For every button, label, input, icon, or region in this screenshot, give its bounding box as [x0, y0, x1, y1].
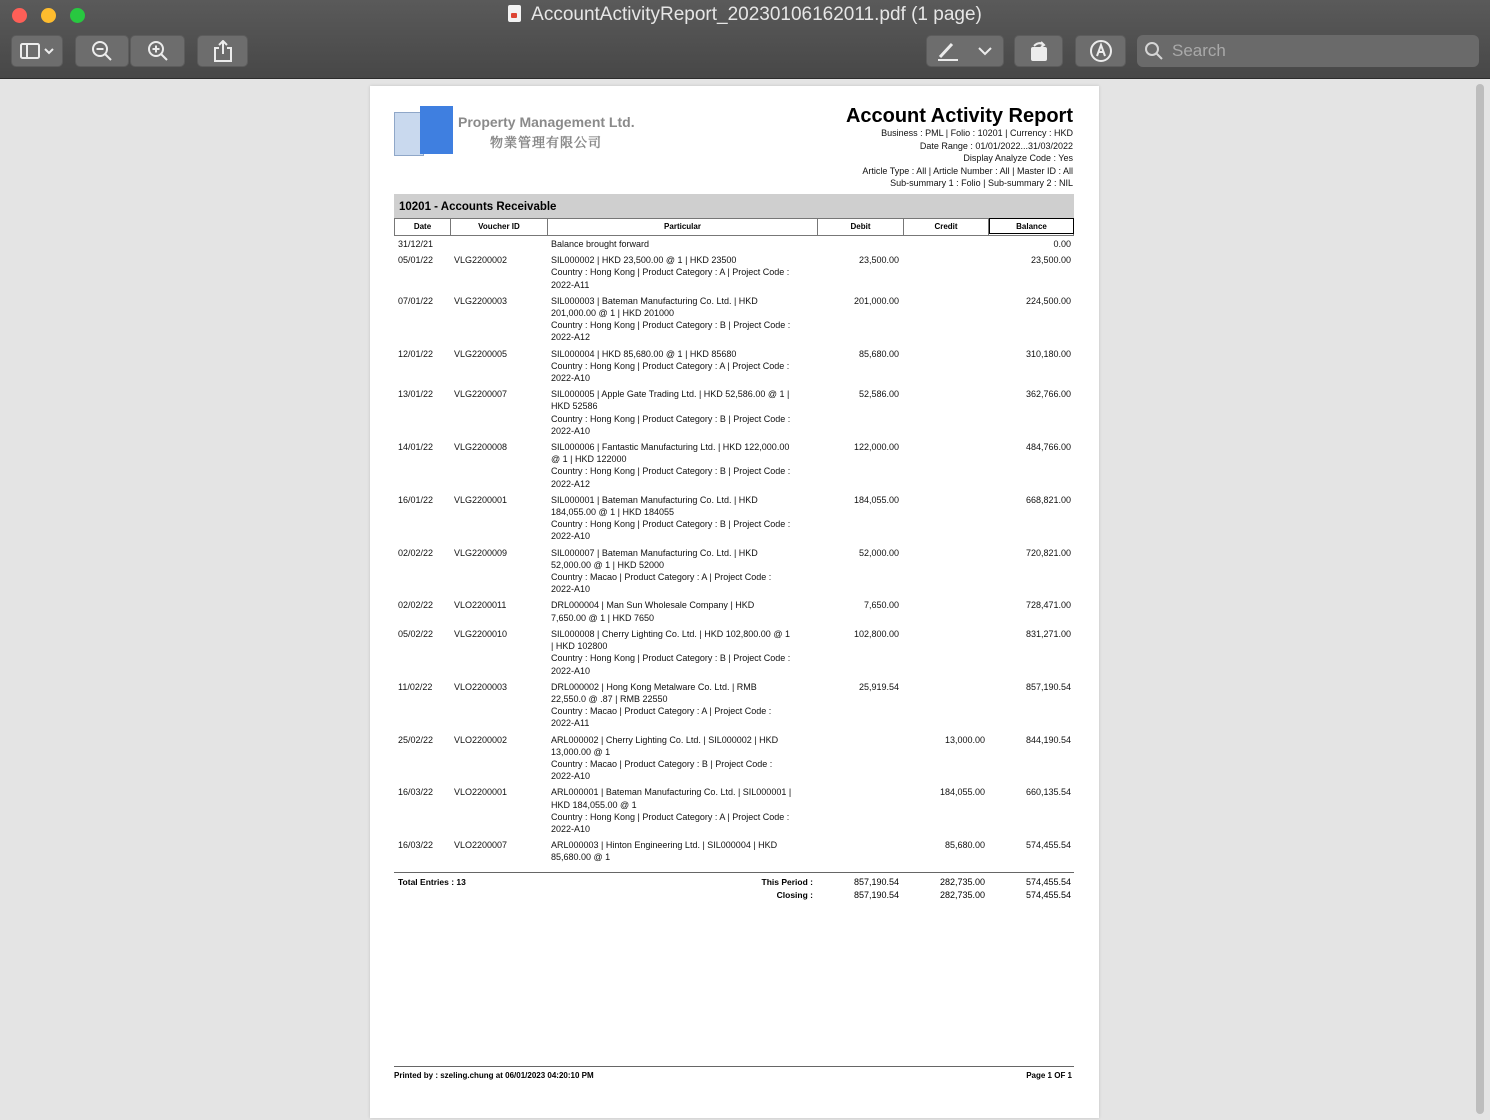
particular-line: 2022-A10 [551, 373, 591, 384]
row-date: 02/02/22 [398, 600, 434, 611]
row-date: 12/01/22 [398, 348, 434, 359]
this-period-debit: 857,190.54 [853, 877, 899, 887]
row-particular [551, 295, 816, 344]
title-toolbar [0, 0, 1490, 79]
particular-line: | HKD 102800 [551, 641, 608, 652]
logo-square-blue [420, 106, 453, 154]
row-date: 05/01/22 [398, 255, 434, 266]
row-debit: 85,680.00 [858, 348, 899, 359]
row-credit: 13,000.00 [944, 734, 985, 745]
closing-label: Closing : [776, 890, 813, 900]
company-name-en: Property Management Ltd. [458, 114, 635, 130]
row-voucher-id: VLO2200002 [454, 734, 508, 745]
printed-by: Printed by : szeling.chung at 06/01/2023 04:20:10 PM [394, 1071, 594, 1080]
row-balance: 831,271.00 [1025, 628, 1071, 639]
annotate-button[interactable] [1075, 35, 1126, 67]
table-row [394, 238, 1074, 250]
closing-credit: 282,735.00 [939, 890, 985, 900]
sidebar-toggle-icon [20, 43, 54, 59]
rotate-icon [1028, 40, 1050, 62]
table-row [394, 734, 1074, 783]
particular-line: Country : Hong Kong | Product Category : B | Project Code : [551, 466, 791, 477]
particular-line: SIL000004 | HKD 85,680.00 @ 1 | HKD 85680 [551, 348, 737, 359]
table-row [394, 547, 1074, 596]
particular-line: DRL000002 | Hong Kong Metalware Co. Ltd. | RMB [551, 681, 757, 692]
particular-line: SIL000001 | Bateman Manufacturing Co. Ltd. | HKD [551, 494, 758, 505]
row-particular [551, 254, 816, 291]
particular-line: 184,055.00 @ 1 | HKD 184055 [551, 507, 675, 518]
column-header-voucher-id: Voucher ID [451, 219, 548, 235]
particular-line: 2022-A10 [551, 823, 591, 834]
row-balance: 728,471.00 [1025, 600, 1071, 611]
particular-line: Country : Macao | Product Category : A | Project Code : [551, 572, 772, 583]
particular-line: 2022-A12 [551, 332, 591, 343]
row-date: 16/01/22 [398, 494, 434, 505]
particular-line: Country : Hong Kong | Product Category : B | Project Code : [551, 413, 791, 424]
table-row [394, 348, 1074, 385]
transactions-table-body [394, 238, 1074, 868]
particular-line: Country : Hong Kong | Product Category : B | Project Code : [551, 320, 791, 331]
row-particular [551, 238, 816, 250]
closing-balance: 574,455.54 [1025, 890, 1071, 900]
row-credit: 184,055.00 [939, 787, 985, 798]
table-row [394, 388, 1074, 437]
row-balance: 660,135.54 [1025, 787, 1071, 798]
particular-line: SIL000002 | HKD 23,500.00 @ 1 | HKD 23500 [551, 255, 737, 266]
meta-line: Sub-summary 1 : Folio | Sub-summary 2 : NIL [890, 178, 1073, 188]
particular-line: 201,000.00 @ 1 | HKD 201000 [551, 308, 675, 319]
row-debit: 184,055.00 [853, 494, 899, 505]
row-balance: 224,500.00 [1025, 295, 1071, 306]
row-particular [551, 348, 816, 385]
row-particular [551, 628, 816, 677]
row-balance: 574,455.54 [1025, 840, 1071, 851]
row-voucher-id: VLO2200001 [454, 787, 508, 798]
markup-pen-icon [936, 41, 966, 61]
particular-line: SIL000003 | Bateman Manufacturing Co. Ltd. | HKD [551, 295, 758, 306]
meta-line: Display Analyze Code : Yes [963, 153, 1073, 163]
particular-line: SIL000008 | Cherry Lighting Co. Ltd. | HKD 102,800.00 @ 1 [551, 628, 790, 639]
particular-line: HKD 184,055.00 @ 1 [551, 799, 637, 810]
page-footer [394, 1066, 1074, 1080]
column-header-debit: Debit [818, 219, 904, 235]
table-row [394, 494, 1074, 543]
this-period-balance: 574,455.54 [1025, 877, 1071, 887]
row-date: 05/02/22 [398, 628, 434, 639]
totals-section [394, 872, 1074, 903]
row-voucher-id: VLG2200009 [454, 547, 508, 558]
column-header-date: Date [395, 219, 451, 235]
row-balance: 844,190.54 [1025, 734, 1071, 745]
report-meta [862, 127, 1073, 190]
row-balance: 0.00 [1053, 239, 1071, 249]
row-date: 16/03/22 [398, 840, 434, 851]
table-row [394, 628, 1074, 677]
row-balance: 23,500.00 [1030, 255, 1071, 266]
particular-line: 2022-A11 [551, 718, 590, 729]
company-name-zh: 物業管理有限公司 [490, 135, 603, 150]
particular-line: 13,000.00 @ 1 [551, 746, 611, 757]
particular-line: 2022-A10 [551, 531, 591, 542]
zoom-in-icon [147, 40, 169, 62]
zoom-out-button[interactable] [75, 35, 129, 67]
row-debit: 52,000.00 [858, 547, 899, 558]
column-header-balance: Balance [989, 218, 1074, 234]
meta-line: Article Type : All | Article Number : All | Master ID : All [862, 165, 1073, 176]
row-voucher-id: VLO2200003 [454, 681, 508, 692]
row-particular [551, 786, 816, 835]
this-period-credit: 282,735.00 [939, 877, 985, 887]
particular-line: Country : Macao | Product Category : A | Project Code : [551, 706, 772, 717]
zoom-out-icon [91, 40, 113, 62]
this-period-label: This Period : [761, 877, 813, 887]
row-date: 02/02/22 [398, 547, 434, 558]
row-date: 11/02/22 [398, 681, 433, 692]
row-debit: 102,800.00 [853, 628, 899, 639]
row-voucher-id: VLG2200007 [454, 389, 508, 400]
row-particular [551, 839, 816, 863]
report-title: Account Activity Report [845, 105, 1073, 127]
row-voucher-id: VLG2200008 [454, 442, 508, 453]
row-voucher-id: VLG2200005 [454, 348, 508, 359]
particular-line: 7,650.00 @ 1 | HKD 7650 [551, 612, 655, 623]
table-row [394, 839, 1074, 863]
row-date: 16/03/22 [398, 787, 434, 798]
row-date: 13/01/22 [398, 389, 434, 400]
search-icon [1144, 41, 1164, 61]
particular-line: 2022-A10 [551, 425, 591, 436]
chevron-down-icon[interactable] [976, 43, 994, 59]
particular-line: DRL000004 | Man Sun Wholesale Company | HKD [551, 600, 755, 611]
row-debit: 52,586.00 [858, 389, 899, 400]
pdf-page [370, 86, 1099, 1118]
particular-line: Country : Hong Kong | Product Category : A | Project Code : [551, 811, 790, 822]
row-balance: 362,766.00 [1025, 389, 1071, 400]
search-field[interactable] [1137, 35, 1479, 67]
share-icon [213, 40, 233, 62]
row-balance: 668,821.00 [1025, 494, 1071, 505]
row-balance: 720,821.00 [1025, 547, 1071, 558]
particular-line: 85,680.00 @ 1 [551, 852, 611, 863]
particular-line: 2022-A12 [551, 478, 591, 489]
row-debit: 7,650.00 [863, 600, 899, 611]
meta-line: Business : PML | Folio : 10201 | Currency : HKD [881, 128, 1073, 138]
window-title [0, 4, 1490, 26]
column-header-particular: Particular [548, 219, 818, 235]
particular-line: SIL000005 | Apple Gate Trading Ltd. | HKD 52,586.00 @ 1 | [551, 389, 790, 400]
pdf-document-icon [508, 5, 521, 22]
row-date: 25/02/22 [398, 734, 434, 745]
row-date: 07/01/22 [398, 295, 434, 306]
annotate-icon [1089, 39, 1113, 63]
closing-debit: 857,190.54 [853, 890, 899, 900]
particular-line: 2022-A11 [551, 279, 590, 290]
section-header: 10201 - Accounts Receivable [394, 194, 1074, 218]
rotate-button[interactable] [1014, 35, 1063, 67]
particular-line: 52,000.00 @ 1 | HKD 52000 [551, 559, 665, 570]
row-debit: 23,500.00 [858, 255, 899, 266]
particular-line: Balance brought forward [551, 239, 650, 249]
zoom-in-button[interactable] [130, 35, 185, 67]
particular-line: SIL000007 | Bateman Manufacturing Co. Ltd. | HKD [551, 547, 758, 558]
row-voucher-id: VLG2200010 [454, 628, 508, 639]
particular-line: Country : Hong Kong | Product Category : A | Project Code : [551, 360, 790, 371]
markup-button[interactable] [926, 35, 1004, 67]
row-particular [551, 734, 816, 783]
table-row [394, 786, 1074, 835]
particular-line: 2022-A10 [551, 665, 591, 676]
particular-line: Country : Hong Kong | Product Category : B | Project Code : [551, 519, 791, 530]
row-particular [551, 681, 816, 730]
table-row [394, 441, 1074, 490]
table-row [394, 599, 1074, 623]
row-date: 31/12/21 [398, 239, 434, 249]
particular-line: @ 1 | HKD 122000 [551, 454, 627, 465]
particular-line: Country : Hong Kong | Product Category : A | Project Code : [551, 267, 790, 278]
row-debit: 122,000.00 [853, 442, 899, 453]
particular-line: ARL000003 | Hinton Engineering Ltd. | SIL000004 | HKD [551, 840, 778, 851]
table-row [394, 295, 1074, 344]
row-debit: 25,919.54 [858, 681, 899, 692]
particular-line: HKD 52586 [551, 401, 598, 412]
row-balance: 484,766.00 [1025, 442, 1071, 453]
particular-line: Country : Macao | Product Category : B | Project Code : [551, 758, 773, 769]
row-debit: 201,000.00 [853, 295, 899, 306]
row-credit: 85,680.00 [944, 840, 985, 851]
row-particular [551, 494, 816, 543]
row-voucher-id: VLO2200007 [454, 840, 508, 851]
row-voucher-id: VLG2200003 [454, 295, 508, 306]
row-voucher-id: VLG2200002 [454, 255, 508, 266]
particular-line: ARL000001 | Bateman Manufacturing Co. Ltd. | SIL000001 | [551, 787, 792, 798]
row-balance: 857,190.54 [1025, 681, 1071, 692]
row-voucher-id: VLO2200011 [454, 600, 507, 611]
table-row [394, 254, 1074, 291]
table-header [394, 218, 1074, 236]
share-button[interactable] [197, 35, 248, 67]
particular-line: SIL000006 | Fantastic Manufacturing Ltd. | HKD 122,000.00 [551, 442, 790, 453]
row-date: 14/01/22 [398, 442, 434, 453]
row-balance: 310,180.00 [1025, 348, 1071, 359]
row-particular [551, 388, 816, 437]
table-row [394, 681, 1074, 730]
vertical-scrollbar[interactable] [1476, 84, 1484, 1114]
column-header-credit: Credit [904, 219, 989, 235]
row-particular [551, 441, 816, 490]
meta-line: Date Range : 01/01/2022...31/03/2022 [919, 140, 1073, 151]
sidebar-toggle-button[interactable] [11, 35, 63, 67]
row-particular [551, 599, 816, 623]
particular-line: 22,550.0 @ .87 | RMB 22550 [551, 693, 668, 704]
particular-line: ARL000002 | Cherry Lighting Co. Ltd. | SIL000002 | HKD [551, 734, 779, 745]
particular-line: Country : Hong Kong | Product Category : B | Project Code : [551, 653, 791, 664]
search-input[interactable] [1170, 40, 1464, 62]
particular-line: 2022-A10 [551, 771, 591, 782]
page-number: Page 1 OF 1 [1026, 1071, 1072, 1080]
row-voucher-id: VLG2200001 [454, 494, 508, 505]
row-particular [551, 547, 816, 596]
particular-line: 2022-A10 [551, 584, 591, 595]
window-title-text: AccountActivityReport_20230106162011.pdf (1 page) [531, 4, 982, 25]
total-entries: Total Entries : 13 [398, 877, 466, 887]
